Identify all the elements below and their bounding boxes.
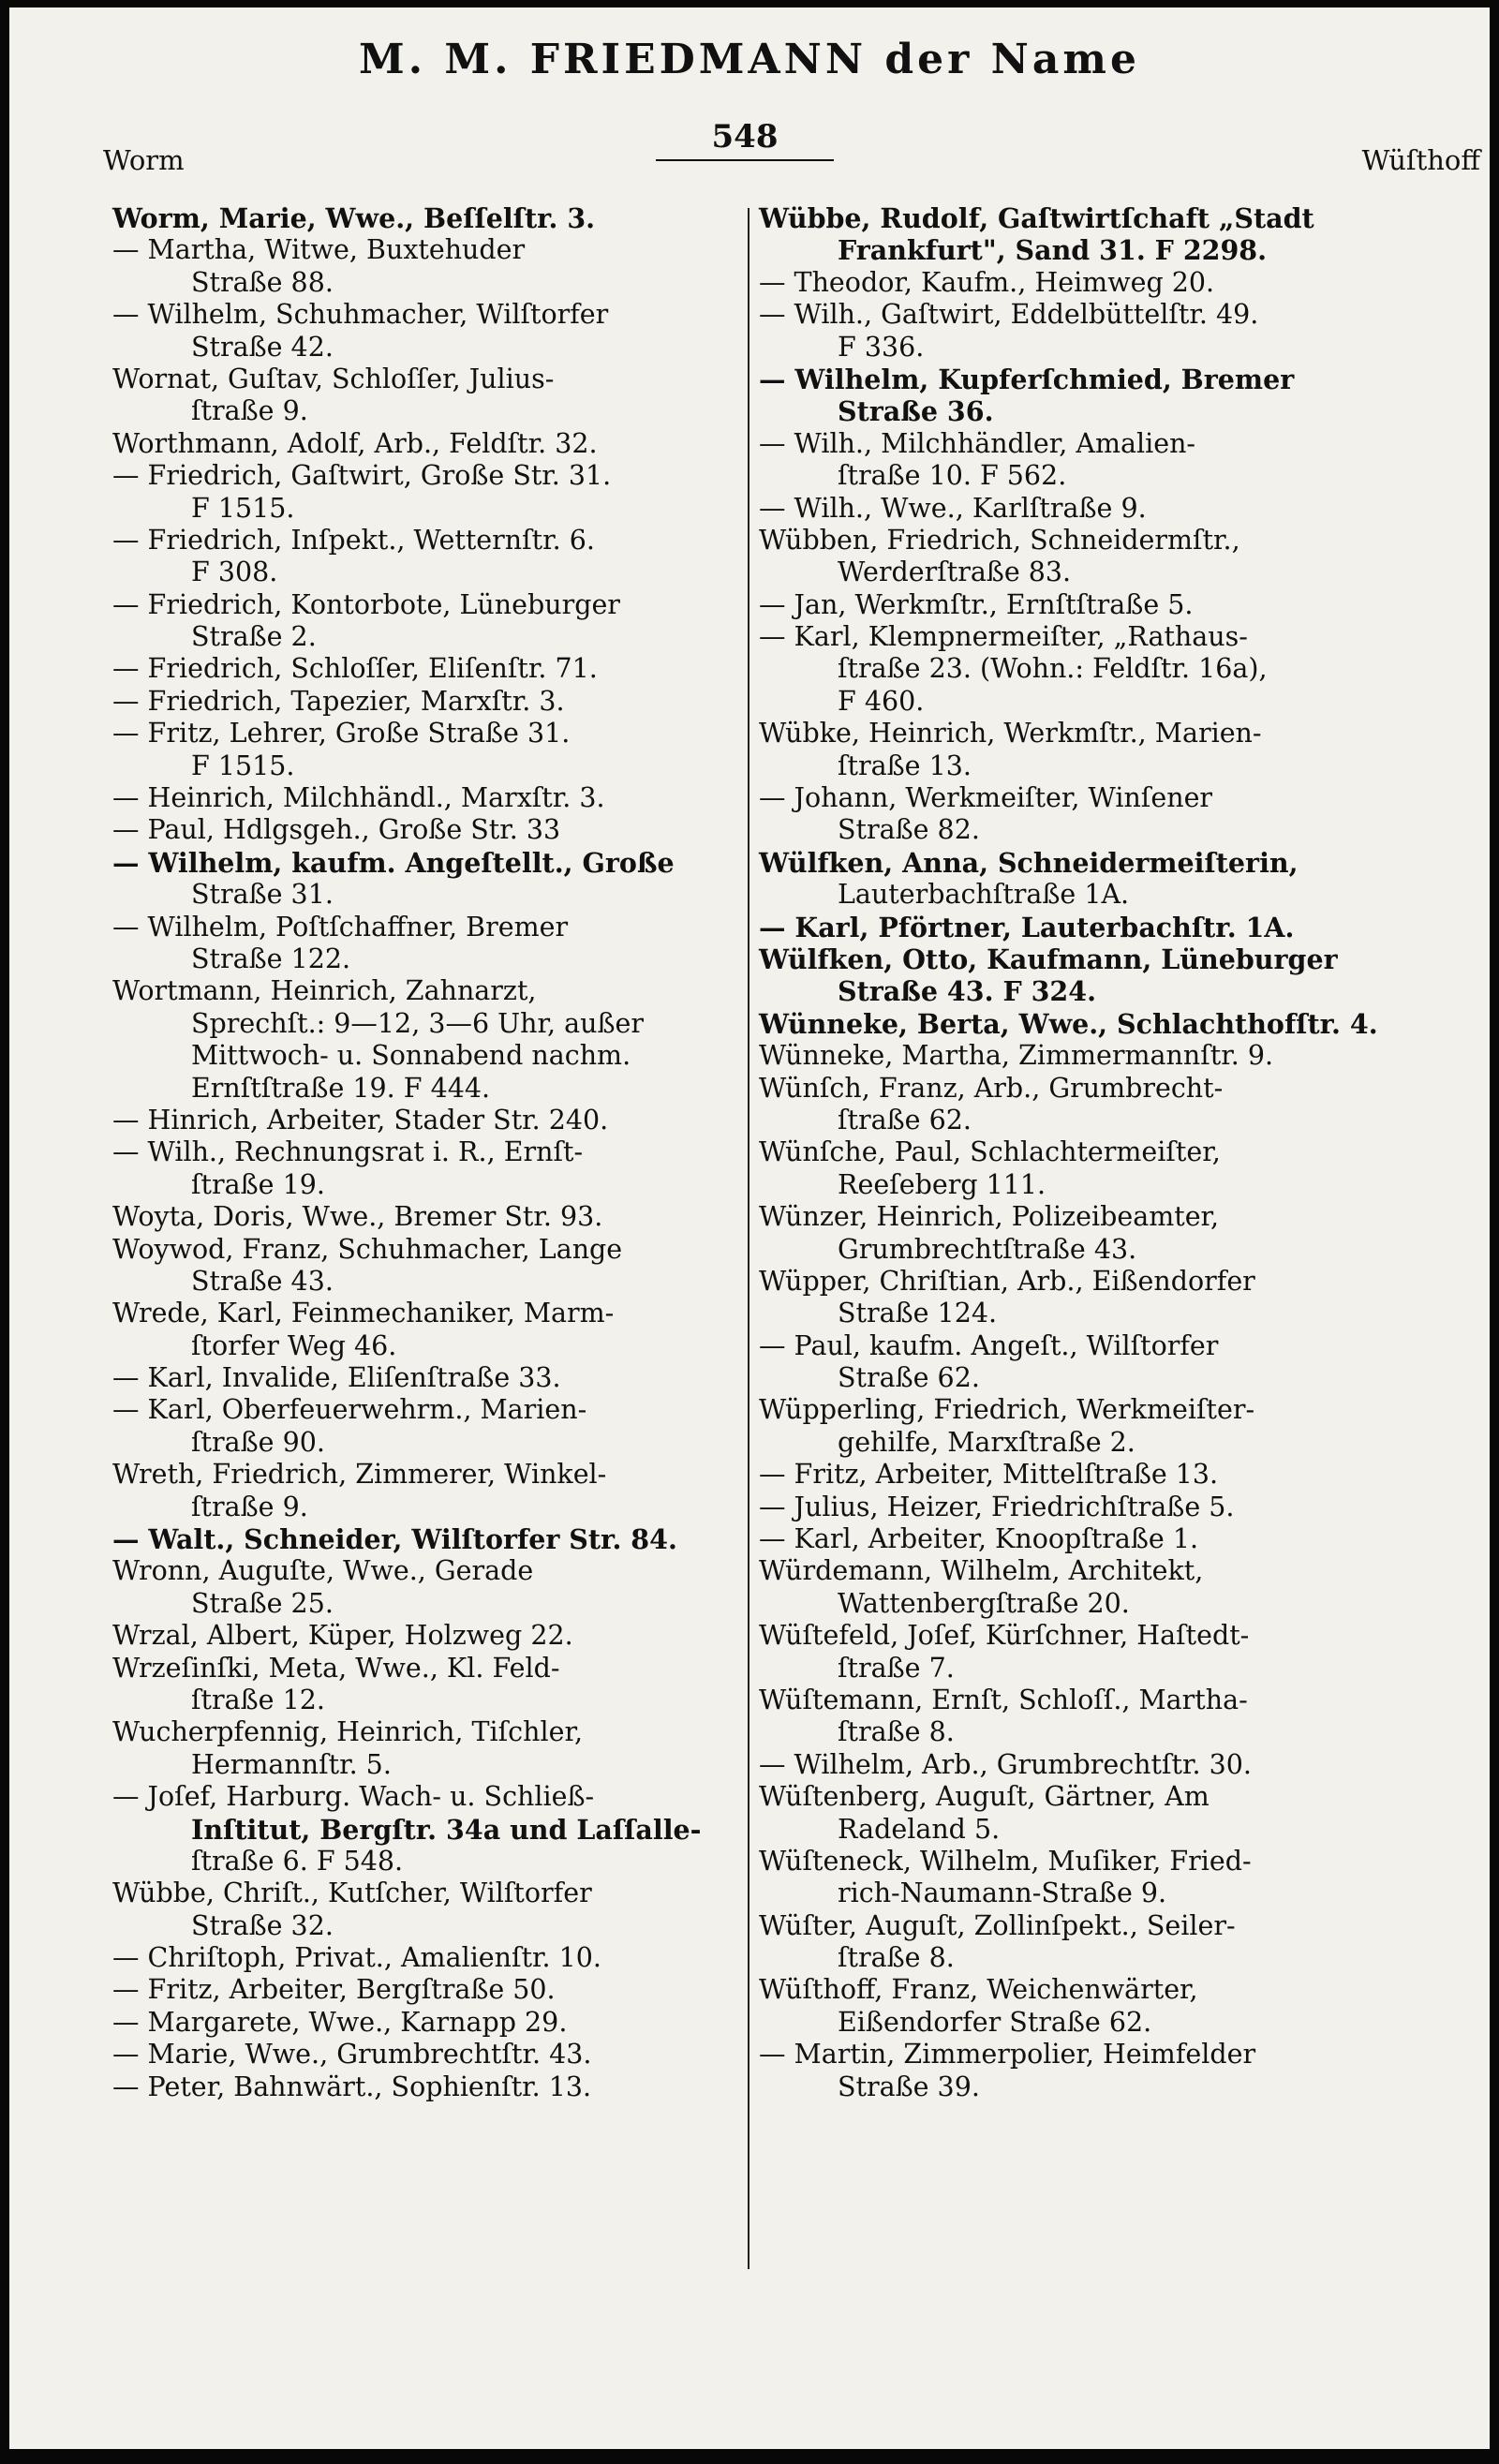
entry-continuation-line: Straße 36.	[838, 395, 994, 428]
entry-line: — Marie, Wwe., Grumbrechtſtr. 43.	[112, 2039, 592, 2071]
entry-continuation-line: Straße 42.	[191, 331, 334, 363]
right-column	[759, 202, 1396, 2103]
entry-continuation-line: F 460.	[838, 685, 925, 717]
entry-line: — Fritz, Lehrer, Große Straße 31.	[112, 718, 571, 750]
entry-continuation-line: Reeſeberg 111.	[838, 1168, 1046, 1200]
entry-line: Wübbe, Chriſt., Kutſcher, Wilſtorfer	[112, 1878, 592, 1909]
entry-line: Wünſche, Paul, Schlachtermeiſter,	[759, 1136, 1221, 1168]
entry-line: — Jan, Werkmſtr., Ernſtſtraße 5.	[759, 588, 1194, 620]
entry-line: — Julius, Heizer, Friedrichſtraße 5.	[759, 1491, 1235, 1522]
entry-line: Wucherpfennig, Heinrich, Tiſchler,	[112, 1716, 584, 1748]
page-number: 548	[711, 118, 779, 156]
entry-continuation-line: F 1515.	[191, 750, 295, 781]
entry-continuation-line: ſtraße 12.	[191, 1684, 325, 1715]
entry-line: — Friedrich, Schloſſer, Eliſenſtr. 71.	[112, 653, 598, 685]
entry-line: Wüſtefeld, Joſef, Kürſchner, Haſtedt-	[759, 1620, 1250, 1652]
entry-line: Wünzer, Heinrich, Polizeibeamter,	[759, 1201, 1220, 1233]
entry-line: Wünneke, Berta, Wwe., Schlachthofſtr. 4.	[759, 1007, 1378, 1040]
entry-continuation-line: Hermannſtr. 5.	[191, 1748, 392, 1780]
entry-line: — Wilh., Wwe., Karlſtraße 9.	[759, 492, 1147, 524]
entry-line: Woywod, Franz, Schuhmacher, Lange	[112, 1233, 623, 1265]
entry-continuation-line: Straße 88.	[191, 266, 334, 298]
entry-line: Worm, Marie, Wwe., Beſſelſtr. 3.	[112, 202, 596, 234]
entry-continuation-line: Straße 43.	[191, 1265, 334, 1297]
entry-line: Wülfken, Anna, Schneidermeiſterin,	[759, 846, 1299, 879]
entry-continuation-line: ſtraße 90.	[191, 1426, 325, 1458]
entry-line: — Wilhelm, Arb., Grumbrechtſtr. 30.	[759, 1748, 1252, 1780]
entry-continuation-line: Wattenbergſtraße 20.	[838, 1587, 1130, 1619]
entry-line: — Fritz, Arbeiter, Mittelſtraße 13.	[759, 1459, 1219, 1491]
entry-continuation-line: ſtraße 6. F 548.	[191, 1845, 404, 1877]
entry-line: Wülfken, Otto, Kaufmann, Lüneburger	[759, 943, 1338, 975]
entry-line: — Karl, Invalide, Eliſenſtraße 33.	[112, 1362, 561, 1394]
entry-line: Wüſthoff, Franz, Weichenwärter,	[759, 1974, 1198, 2006]
entry-continuation-line: gehilfe, Marxſtraße 2.	[838, 1426, 1135, 1458]
entry-line: — Hinrich, Arbeiter, Stader Str. 240.	[112, 1104, 609, 1136]
entry-continuation-line: Straße 62.	[838, 1362, 980, 1394]
entry-line: — Johann, Werkmeiſter, Winſener	[759, 782, 1213, 814]
entry-line: Wübke, Heinrich, Werkmſtr., Marien-	[759, 718, 1262, 750]
entry-continuation-line: Mittwoch- u. Sonnabend nachm.	[191, 1040, 631, 1072]
entry-line: Wüſter, Auguſt, Zollinſpekt., Seiler-	[759, 1909, 1236, 1941]
left-column	[112, 202, 740, 2103]
entry-line: — Wilh., Milchhändler, Amalien-	[759, 427, 1196, 459]
entry-continuation-line: ſtraße 9.	[191, 1491, 308, 1522]
entry-line: — Fritz, Arbeiter, Bergſtraße 50.	[112, 1974, 556, 2006]
page-title: M. M. FRIEDMANN der Name	[359, 36, 1140, 83]
entry-line: Wrzeſinſki, Meta, Wwe., Kl. Feld-	[112, 1652, 560, 1684]
entry-continuation-line: Werderſtraße 83.	[838, 557, 1072, 588]
entry-line: — Margarete, Wwe., Karnapp 29.	[112, 2006, 568, 2038]
running-head-right: Wüſthoff	[1361, 144, 1480, 176]
entry-continuation-line: rich-Naumann-Straße 9.	[838, 1878, 1167, 1909]
entry-continuation-line: Straße 39.	[838, 2071, 980, 2102]
entry-line: — Wilhelm, Kupferſchmied, Bremer	[759, 363, 1295, 395]
entry-continuation-line: ſtorfer Weg 46.	[191, 1329, 397, 1361]
entry-line: — Martin, Zimmerpolier, Heimfelder	[759, 2039, 1256, 2071]
running-head-left: Worm	[103, 144, 185, 176]
entry-line: — Theodor, Kaufm., Heimweg 20.	[759, 266, 1215, 298]
entry-line: — Friedrich, Inſpekt., Wetternſtr. 6.	[112, 524, 595, 556]
entry-continuation-line: Radeland 5.	[838, 1813, 1001, 1845]
entry-continuation-line: ſtraße 7.	[838, 1652, 955, 1684]
entry-line: Wübben, Friedrich, Schneidermſtr.,	[759, 524, 1240, 556]
page-number-rule	[656, 159, 834, 161]
entry-line: — Paul, Hdlgsgeh., Große Str. 33	[112, 814, 561, 846]
entry-continuation-line: Straße 25.	[191, 1587, 334, 1619]
entry-continuation-line: ſtraße 23. (Wohn.: Feldſtr. 16a),	[838, 653, 1268, 685]
entry-line: Worthmann, Adolf, Arb., Feldſtr. 32.	[112, 427, 598, 459]
entry-line: Wornat, Guſtav, Schloſſer, Julius-	[112, 363, 555, 394]
entry-line: — Wilhelm, Schuhmacher, Wilſtorfer	[112, 299, 609, 331]
entry-continuation-line: Grumbrechtſtraße 43.	[838, 1233, 1137, 1265]
entry-line: — Heinrich, Milchhändl., Marxſtr. 3.	[112, 782, 605, 814]
entry-continuation-line: Straße 124.	[838, 1298, 998, 1329]
entry-continuation-line: Ernſtſtraße 19. F 444.	[191, 1072, 491, 1104]
entry-line: — Wilh., Rechnungsrat i. R., Ernſt-	[112, 1136, 584, 1168]
entry-continuation-line: ſtraße 8.	[838, 1942, 955, 1974]
entry-line: — Friedrich, Kontorbote, Lüneburger	[112, 588, 620, 620]
entry-line: Wrzal, Albert, Küper, Holzweg 22.	[112, 1620, 573, 1652]
entry-continuation-line: Frankfurt", Sand 31. F 2298.	[838, 234, 1268, 267]
entry-line: — Wilhelm, kaufm. Angeſtellt., Große	[112, 846, 675, 879]
entry-line: — Karl, Oberfeuerwehrm., Marien-	[112, 1394, 587, 1426]
entry-continuation-line: ſtraße 62.	[838, 1104, 972, 1136]
entry-line: Wüpper, Chriſtian, Arb., Eißendorfer	[759, 1265, 1255, 1297]
entry-line: — Paul, kaufm. Angeſt., Wilſtorfer	[759, 1329, 1219, 1361]
directory-page	[9, 7, 1490, 2449]
entry-line: — Karl, Pförtner, Lauterbachſtr. 1A.	[759, 911, 1295, 943]
entry-continuation-line: Inſtitut, Bergſtr. 34a und Laſſalle-	[191, 1813, 702, 1846]
entry-continuation-line: Eißendorfer Straße 62.	[838, 2006, 1152, 2038]
entry-line: — Friedrich, Gaſtwirt, Große Str. 31.	[112, 460, 612, 492]
entry-line: — Karl, Klempnermeiſter, „Rathaus-	[759, 621, 1248, 653]
entry-continuation-line: Lauterbachſtraße 1A.	[838, 879, 1130, 911]
entry-line: Wreth, Friedrich, Zimmerer, Winkel-	[112, 1459, 607, 1491]
entry-continuation-line: F 308.	[191, 557, 278, 588]
entry-line: — Peter, Bahnwärt., Sophienſtr. 13.	[112, 2071, 592, 2102]
entry-continuation-line: Straße 31.	[191, 879, 334, 911]
entry-line: — Walt., Schneider, Wilſtorfer Str. 84.	[112, 1523, 677, 1556]
entry-continuation-line: Sprechſt.: 9—12, 3—6 Uhr, außer	[191, 1007, 644, 1039]
entry-continuation-line: ſtraße 10. F 562.	[838, 460, 1067, 492]
entry-line: Woyta, Doris, Wwe., Bremer Str. 93.	[112, 1201, 603, 1233]
entry-line: — Karl, Arbeiter, Knoopſtraße 1.	[759, 1523, 1199, 1555]
entry-continuation-line: Straße 43. F 324.	[838, 975, 1097, 1008]
entry-continuation-line: ſtraße 9.	[191, 395, 308, 427]
entry-line: Wünneke, Martha, Zimmermannſtr. 9.	[759, 1040, 1274, 1072]
entry-line: Wronn, Auguſte, Wwe., Gerade	[112, 1555, 534, 1587]
entry-line: — Wilhelm, Poſtſchaffner, Bremer	[112, 911, 569, 943]
entry-line: Wrede, Karl, Feinmechaniker, Marm-	[112, 1298, 615, 1329]
entry-line: Wüpperling, Friedrich, Werkmeiſter-	[759, 1394, 1255, 1426]
entry-line: Wünſch, Franz, Arb., Grumbrecht-	[759, 1072, 1224, 1104]
entry-continuation-line: Straße 122.	[191, 943, 351, 974]
entry-continuation-line: F 1515.	[191, 492, 295, 524]
entry-continuation-line: Straße 2.	[191, 621, 317, 653]
entry-line: Würdemann, Wilhelm, Architekt,	[759, 1555, 1204, 1587]
entry-line: — Chriſtoph, Privat., Amalienſtr. 10.	[112, 1942, 601, 1974]
entry-continuation-line: F 336.	[838, 331, 925, 363]
entry-continuation-line: ſtraße 13.	[838, 750, 972, 781]
entry-line: — Martha, Witwe, Buxtehuder	[112, 234, 526, 266]
entry-line: — Wilh., Gaſtwirt, Eddelbüttelſtr. 49.	[759, 299, 1259, 331]
entry-line: Wüſtenberg, Auguſt, Gärtner, Am	[759, 1781, 1210, 1813]
entry-line: — Friedrich, Tapezier, Marxſtr. 3.	[112, 685, 565, 717]
entry-line: Wüſteneck, Wilhelm, Muſiker, Fried-	[759, 1845, 1252, 1877]
column-divider	[748, 208, 750, 2269]
entry-line: Wüſtemann, Ernſt, Schloſſ., Martha-	[759, 1684, 1248, 1715]
entry-line: Wortmann, Heinrich, Zahnarzt,	[112, 975, 537, 1007]
entry-line: Wübbe, Rudolf, Gaſtwirtſchaft „Stadt	[759, 202, 1314, 234]
entry-continuation-line: Straße 32.	[191, 1909, 334, 1941]
entry-continuation-line: ſtraße 19.	[191, 1168, 325, 1200]
entry-line: — Joſef, Harburg. Wach- u. Schließ-	[112, 1781, 595, 1813]
entry-continuation-line: Straße 82.	[838, 814, 980, 846]
entry-continuation-line: ſtraße 8.	[838, 1716, 955, 1748]
